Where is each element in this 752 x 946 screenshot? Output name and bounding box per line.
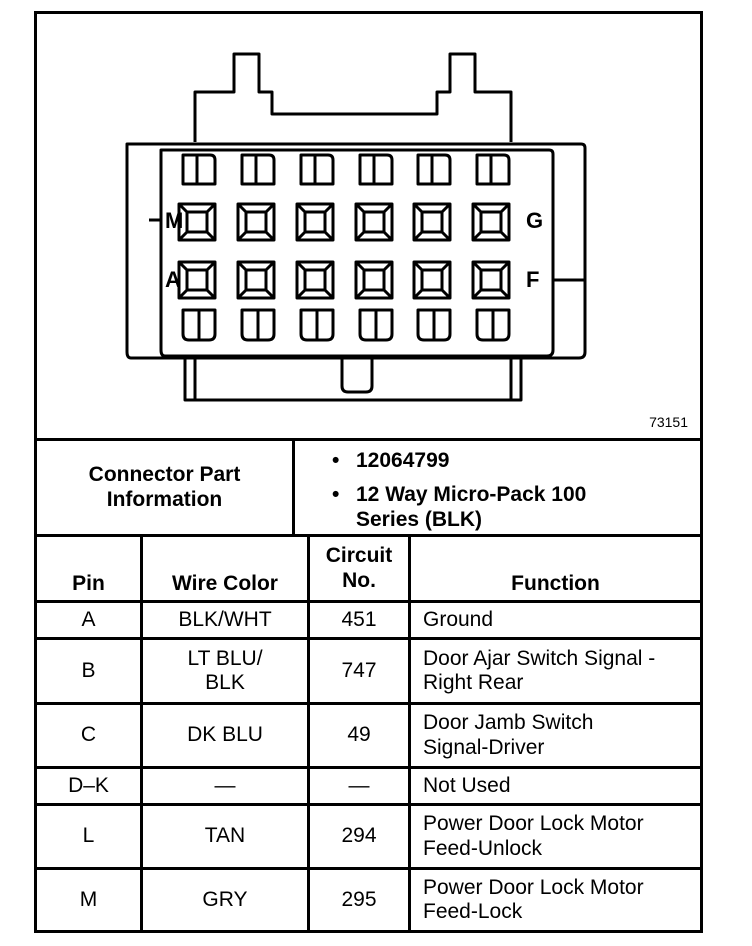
cavity-top-3 bbox=[301, 155, 333, 184]
header-function: Function bbox=[511, 571, 600, 595]
row-m-pin: M bbox=[79, 887, 98, 911]
row-b-function: Door Ajar Switch Signal - Right Rear bbox=[423, 646, 656, 694]
cavity-label-a: A bbox=[165, 267, 181, 292]
cavity-bottom-3 bbox=[301, 310, 333, 340]
cavity-label-g: G bbox=[526, 208, 544, 233]
row-l-wire-color: TAN bbox=[204, 824, 246, 848]
row-a-wire-color: BLK/WHT bbox=[178, 607, 272, 631]
connector-diagram bbox=[37, 14, 700, 438]
connector-info-sheet bbox=[34, 11, 703, 933]
part-number-text: 12064799 bbox=[356, 449, 450, 472]
cavity-top-2 bbox=[242, 155, 274, 184]
header-pin: Pin bbox=[72, 571, 105, 595]
row-dk-circuit: — bbox=[348, 773, 370, 797]
cavity-bottom-4 bbox=[360, 310, 392, 340]
drawing-id: 73151 bbox=[649, 414, 688, 430]
connector-skirt bbox=[185, 358, 521, 400]
row-l-circuit: 294 bbox=[341, 824, 377, 848]
row-a-pin: A bbox=[81, 607, 96, 631]
cavity-label-m: M bbox=[165, 208, 184, 233]
row-b-pin: B bbox=[81, 658, 96, 682]
cavity-top-4 bbox=[360, 155, 392, 184]
row-m-wire-color: GRY bbox=[202, 887, 248, 911]
row-m-function: Power Door Lock Motor Feed-Lock bbox=[423, 875, 644, 923]
cavity-top-1 bbox=[183, 155, 215, 184]
part-number: • 12064799 bbox=[332, 448, 692, 473]
cavity-bottom-5 bbox=[418, 310, 450, 340]
header-circuit-no: Circuit No. bbox=[325, 544, 393, 592]
row-m-circuit: 295 bbox=[341, 887, 377, 911]
row-a-function: Ground bbox=[423, 607, 494, 631]
cavity-bottom-2 bbox=[242, 310, 274, 340]
row-dk-wire-color: — bbox=[214, 773, 236, 797]
row-dk-function: Not Used bbox=[423, 773, 511, 797]
connector-key bbox=[342, 358, 372, 392]
row-c-function: Door Jamb Switch Signal-Driver bbox=[423, 711, 594, 759]
row-b-wire-color: LT BLU/ BLK bbox=[187, 646, 263, 694]
row-b-circuit: 747 bbox=[341, 658, 377, 682]
row-c-circuit: 49 bbox=[347, 723, 371, 747]
row-dk-pin: D–K bbox=[68, 773, 109, 797]
row-l-pin: L bbox=[82, 824, 95, 848]
header-wire-color: Wire Color bbox=[172, 571, 278, 595]
cavity-bottom-1 bbox=[183, 310, 215, 340]
row-l-function: Power Door Lock Motor Feed-Unlock bbox=[423, 812, 644, 860]
row-c-pin: C bbox=[80, 723, 97, 747]
cavity-top-6 bbox=[477, 155, 509, 184]
part-series-text: 12 Way Micro-Pack 100 Series (BLK) bbox=[356, 483, 587, 532]
connector-latch bbox=[195, 54, 511, 142]
cavity-label-f: F bbox=[526, 267, 540, 292]
part-series: • 12 Way Micro-Pack 100 Series (BLK) bbox=[332, 482, 652, 532]
cavity-top-5 bbox=[418, 155, 450, 184]
part-info-label: Connector Part Information bbox=[88, 463, 241, 511]
row-a-circuit: 451 bbox=[341, 607, 377, 631]
cavity-bottom-6 bbox=[477, 310, 509, 340]
row-c-wire-color: DK BLU bbox=[187, 723, 263, 747]
